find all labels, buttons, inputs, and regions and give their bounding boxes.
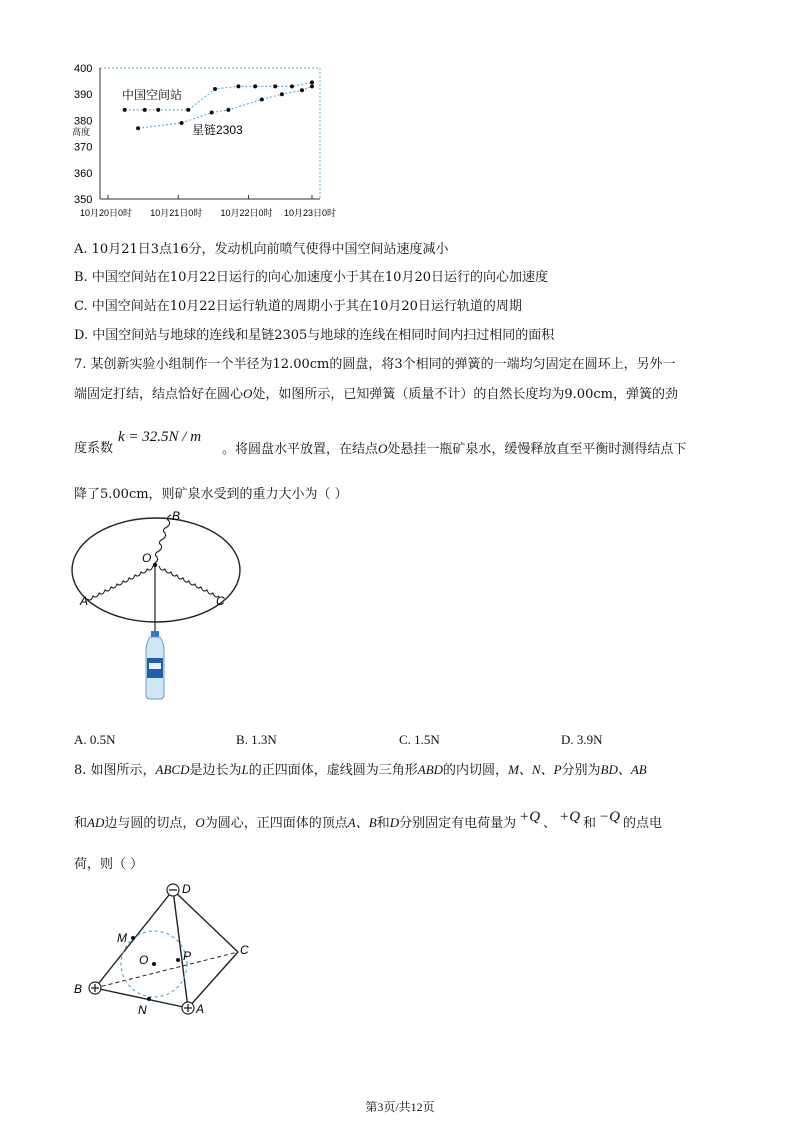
q6-option-a: A. 10月21日3点16分，发动机向前喷气使得中国空间站速度减小	[74, 242, 449, 257]
label-a: A	[80, 594, 89, 608]
label-c: C	[240, 943, 249, 957]
y-tick-label: 400	[74, 63, 93, 75]
series-label-starlink: 星链2303	[192, 123, 243, 137]
data-point	[186, 108, 190, 112]
y-tick-label: 360	[74, 167, 93, 180]
x-tick-label: 10月23日0时	[284, 208, 337, 218]
q8-tetrahedron-figure	[70, 878, 270, 1018]
data-point	[210, 111, 214, 115]
q7-option-b: B. 1.3N	[236, 732, 277, 747]
point-p	[176, 958, 180, 962]
data-point	[273, 84, 277, 88]
data-point	[300, 88, 304, 92]
spring-to-c	[159, 566, 219, 597]
data-point	[290, 84, 294, 88]
data-point	[180, 121, 184, 125]
q7-option-d: D. 3.9N	[561, 732, 603, 747]
q8-text-line2: 和AD边与圆的切点，O为圆心，正四面体的顶点A、B和D分别固定有电荷量为 +Q 、 +Q 和 −Q 的点电	[74, 809, 663, 831]
charge-minus-icon	[167, 884, 179, 896]
label-n: N	[138, 1003, 147, 1017]
label-o: O	[139, 953, 149, 967]
q7-spring-constant: k = 32.5N / m	[118, 429, 202, 445]
center-o	[152, 962, 156, 966]
data-point	[226, 108, 230, 112]
data-point	[143, 108, 147, 112]
label-d: D	[182, 882, 191, 896]
q7-text-line3: 度系数	[74, 441, 114, 456]
label-c: C	[216, 594, 225, 608]
disc-ellipse	[72, 518, 240, 622]
edge-ac	[188, 952, 238, 1008]
data-point	[260, 97, 264, 101]
q7-text-line1: 7. 某创新实验小组制作一个半径为12.00cm的圆盘，将3个相同的弹簧的一端均匀固定在圆环上，另外一	[74, 357, 676, 372]
data-point	[136, 126, 140, 130]
label-o: O	[142, 551, 152, 565]
knot-o	[153, 563, 157, 567]
x-tick-label: 10月20日0时	[80, 208, 133, 218]
orbit-height-chart	[70, 58, 360, 228]
q7-spring-disc-figure	[66, 508, 256, 708]
data-point	[236, 84, 240, 88]
y-tick-label: 370	[74, 141, 93, 154]
data-point	[123, 108, 127, 112]
label-p: P	[183, 949, 192, 963]
q8-text-line1: 8. 如图所示，ABCD是边长为L的正四面体，虚线圆为三角形ABD的内切圆，M、N、P分别为BD、AB	[74, 762, 647, 778]
data-point	[310, 80, 314, 84]
data-point	[253, 84, 257, 88]
data-point	[213, 87, 217, 91]
q7-text-line2: 端固定打结，结点恰好在圆心O处，如图所示，已知弹簧（质量不计）的自然长度均为9.00cm，弹簧的劲	[74, 386, 678, 402]
y-tick-label: 380	[74, 115, 93, 128]
q6-option-d: D. 中国空间站与地球的连线和星链2305与地球的连线在相同时间内扫过相同的面积	[74, 328, 555, 343]
q6-option-c: C. 中国空间站在10月22日运行轨道的周期小于其在10月20日运行轨道的周期	[74, 299, 522, 314]
x-tick-label: 10月21日0时	[150, 208, 203, 218]
x-axis	[80, 195, 336, 218]
label-b: B	[172, 509, 181, 523]
data-point	[156, 108, 160, 112]
q6-option-b: B. 中国空间站在10月22日运行的向心加速度小于其在10月20日运行的向心加速度	[74, 270, 548, 285]
x-tick-label: 10月22日0时	[220, 208, 273, 218]
edge-dc	[173, 890, 238, 952]
series-label-station: 中国空间站	[122, 88, 183, 102]
water-bottle-icon	[146, 631, 164, 699]
q7-text-line4: 降了5.00cm，则矿泉水受到的重力大小为（ ）	[74, 487, 348, 502]
data-point	[280, 92, 284, 96]
edge-bc-hidden	[95, 952, 238, 988]
charge-plus-icon-b	[89, 982, 101, 994]
q7-option-a: A. 0.5N	[74, 732, 116, 747]
q7-option-c: C. 1.5N	[399, 732, 440, 747]
label-a: A	[196, 1002, 205, 1016]
spring-to-b	[155, 515, 171, 563]
label-b: B	[74, 982, 83, 996]
point-n	[147, 997, 151, 1001]
charge-plus-icon-a	[182, 1002, 194, 1014]
y-tick-label: 350	[74, 194, 93, 206]
q8-text-line3: 荷，则（ ）	[74, 857, 144, 872]
page-footer: 第3页/共12页	[365, 1100, 435, 1114]
point-m	[131, 936, 135, 940]
spring-to-a	[87, 566, 153, 600]
y-tick-label: 390	[74, 89, 93, 102]
data-point	[310, 84, 314, 88]
y-axis-label: 高度	[72, 127, 91, 137]
label-m: M	[117, 931, 127, 945]
q7-text-line3b: 。将圆盘水平放置，在结点O处悬挂一瓶矿泉水，缓慢释放直至平衡时测得结点下	[222, 441, 687, 457]
